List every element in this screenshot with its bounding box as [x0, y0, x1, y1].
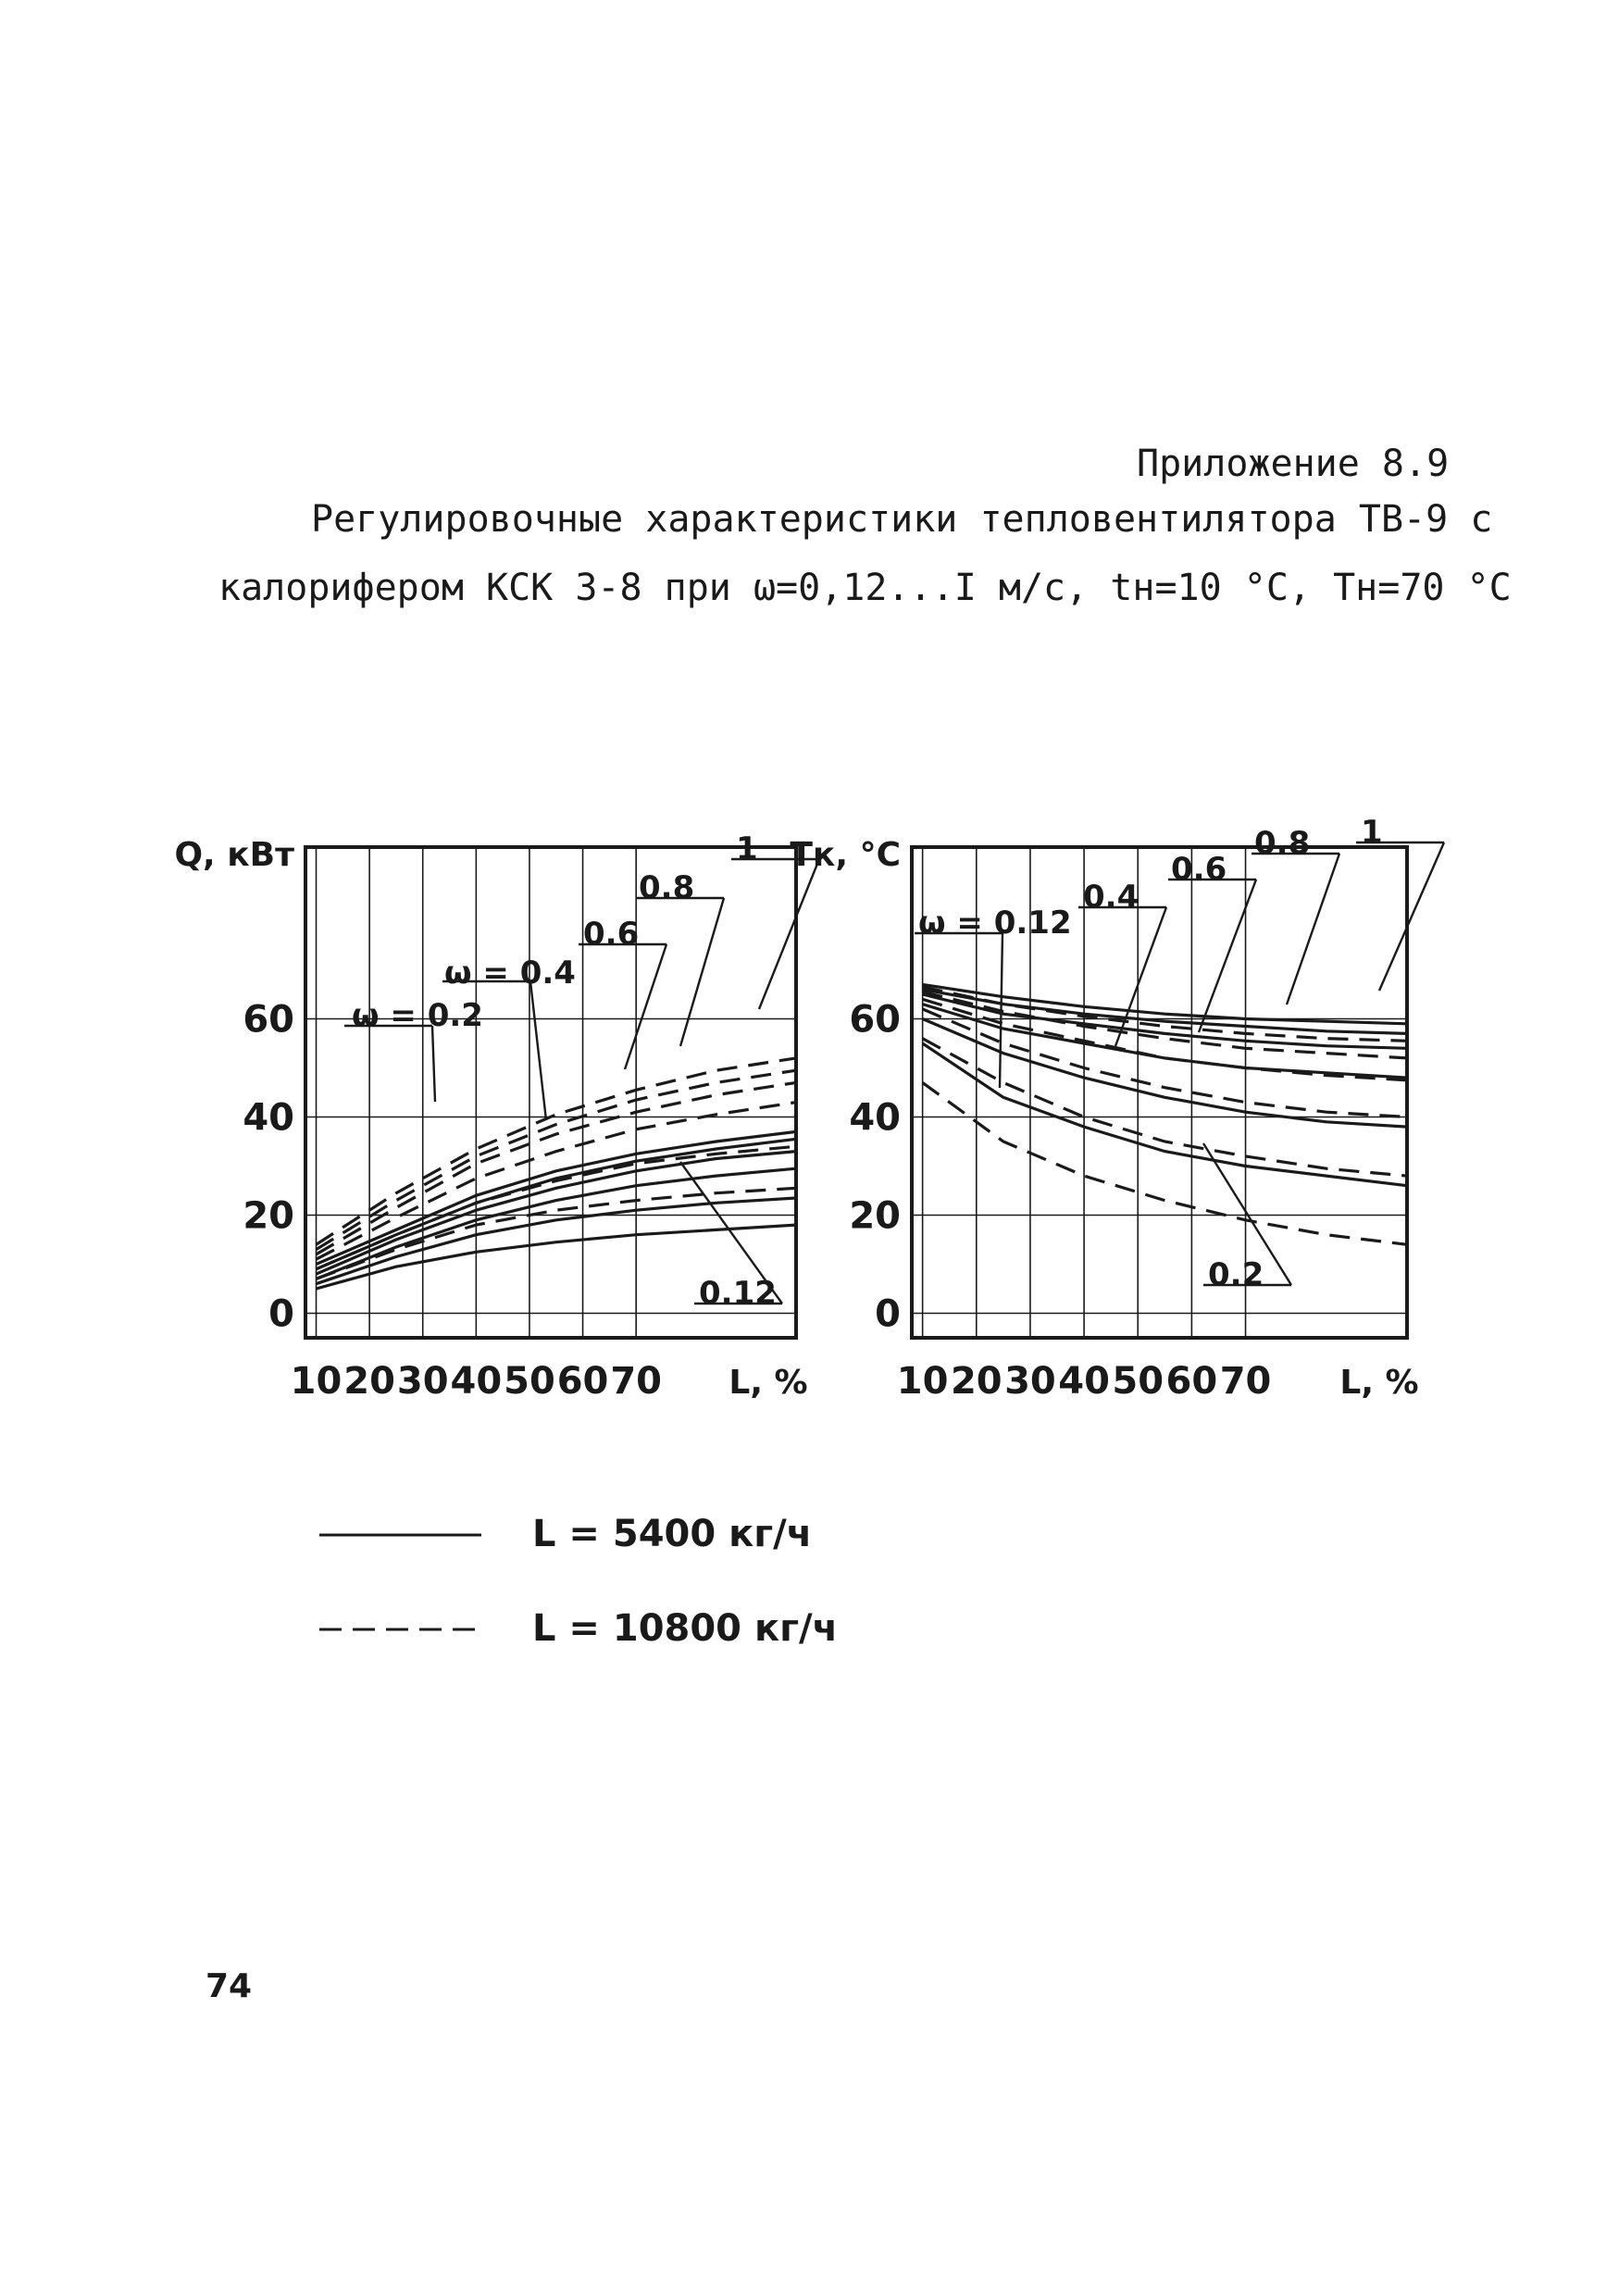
left-x-tick-label: 20 [343, 1360, 395, 1403]
left-x-tick-label: 60 [556, 1360, 609, 1403]
legend [319, 1513, 838, 1650]
chart-heat-output [174, 830, 819, 1403]
figure-title-line-2: калорифером КСК 3-8 при ω=0,12...I м/с, tн=10 °С, Тн=70 °С [218, 567, 1512, 609]
page-number: 74 [205, 1967, 253, 2005]
left-x-axis-label: L, % [729, 1364, 808, 1402]
left-y-tick-label: 40 [243, 1096, 294, 1140]
right-series-line [923, 1082, 1407, 1244]
right-y-axis-label: Тк, °С [790, 836, 901, 874]
right-annotation-label: 0.4 [1083, 879, 1140, 916]
left-annotation-leader [759, 859, 819, 1009]
right-annotation-label: 0.6 [1171, 851, 1227, 888]
left-x-tick-label: 70 [610, 1360, 663, 1403]
legend-dashed-label: L = 10800 кг/ч [532, 1607, 839, 1650]
left-annotation-label: ω = 0.4 [444, 955, 576, 992]
right-x-tick-label: 10 [896, 1360, 949, 1403]
right-annotation-label: 0.8 [1254, 825, 1311, 862]
right-x-tick-label: 40 [1058, 1360, 1110, 1403]
left-y-tick-label: 0 [268, 1292, 294, 1336]
right-y-tick-label: 60 [849, 998, 901, 1042]
left-x-tick-label: 50 [504, 1360, 555, 1403]
left-annotation-leader [680, 898, 724, 1046]
right-y-tick-label: 20 [849, 1194, 901, 1238]
right-x-tick-label: 20 [950, 1360, 1003, 1403]
chart-outlet-temperature [790, 814, 1444, 1403]
appendix-label: Приложение 8.9 [1137, 443, 1450, 485]
right-x-tick-label: 70 [1219, 1360, 1272, 1403]
legend-solid-label: L = 5400 кг/ч [532, 1513, 813, 1555]
right-x-tick-label: 60 [1165, 1360, 1218, 1403]
right-annotation-leader [1287, 854, 1339, 1004]
left-x-tick-label: 10 [290, 1360, 342, 1403]
right-y-tick-label: 0 [875, 1292, 901, 1336]
right-annotation-leader [1199, 880, 1256, 1032]
right-annotation-label: 1 [1361, 814, 1383, 851]
right-y-tick-label: 40 [849, 1096, 901, 1140]
right-annotation-label: ω = 0.12 [918, 905, 1072, 942]
right-x-axis-label: L, % [1339, 1364, 1419, 1402]
left-annotation-leader [432, 1026, 435, 1102]
left-annotation-label: 1 [736, 830, 758, 867]
left-annotation-label: 0.6 [583, 916, 640, 953]
right-x-tick-label: 30 [1004, 1360, 1056, 1403]
left-x-tick-label: 40 [450, 1360, 503, 1403]
right-annotation-leader [1379, 842, 1444, 991]
left-y-axis-label: Q, кВт [174, 836, 294, 874]
right-annotation-label: 0.2 [1208, 1256, 1264, 1293]
left-plot-frame [305, 847, 796, 1338]
right-annotation-leader [1000, 933, 1003, 1088]
left-x-tick-label: 30 [396, 1360, 449, 1403]
left-annotation-label: ω = 0.2 [352, 997, 483, 1034]
right-x-tick-label: 50 [1112, 1360, 1164, 1403]
left-annotation-label: 0.12 [699, 1275, 777, 1312]
left-annotation-leader [625, 944, 666, 1069]
left-y-tick-label: 20 [243, 1194, 294, 1238]
left-annotation-label: 0.8 [639, 869, 695, 906]
right-series-line [923, 1043, 1407, 1186]
figure-title-line-1: Регулировочные характеристики тепловентилятора ТВ-9 с [311, 498, 1493, 541]
left-annotation-leader [530, 981, 546, 1120]
left-y-tick-label: 60 [243, 998, 294, 1042]
